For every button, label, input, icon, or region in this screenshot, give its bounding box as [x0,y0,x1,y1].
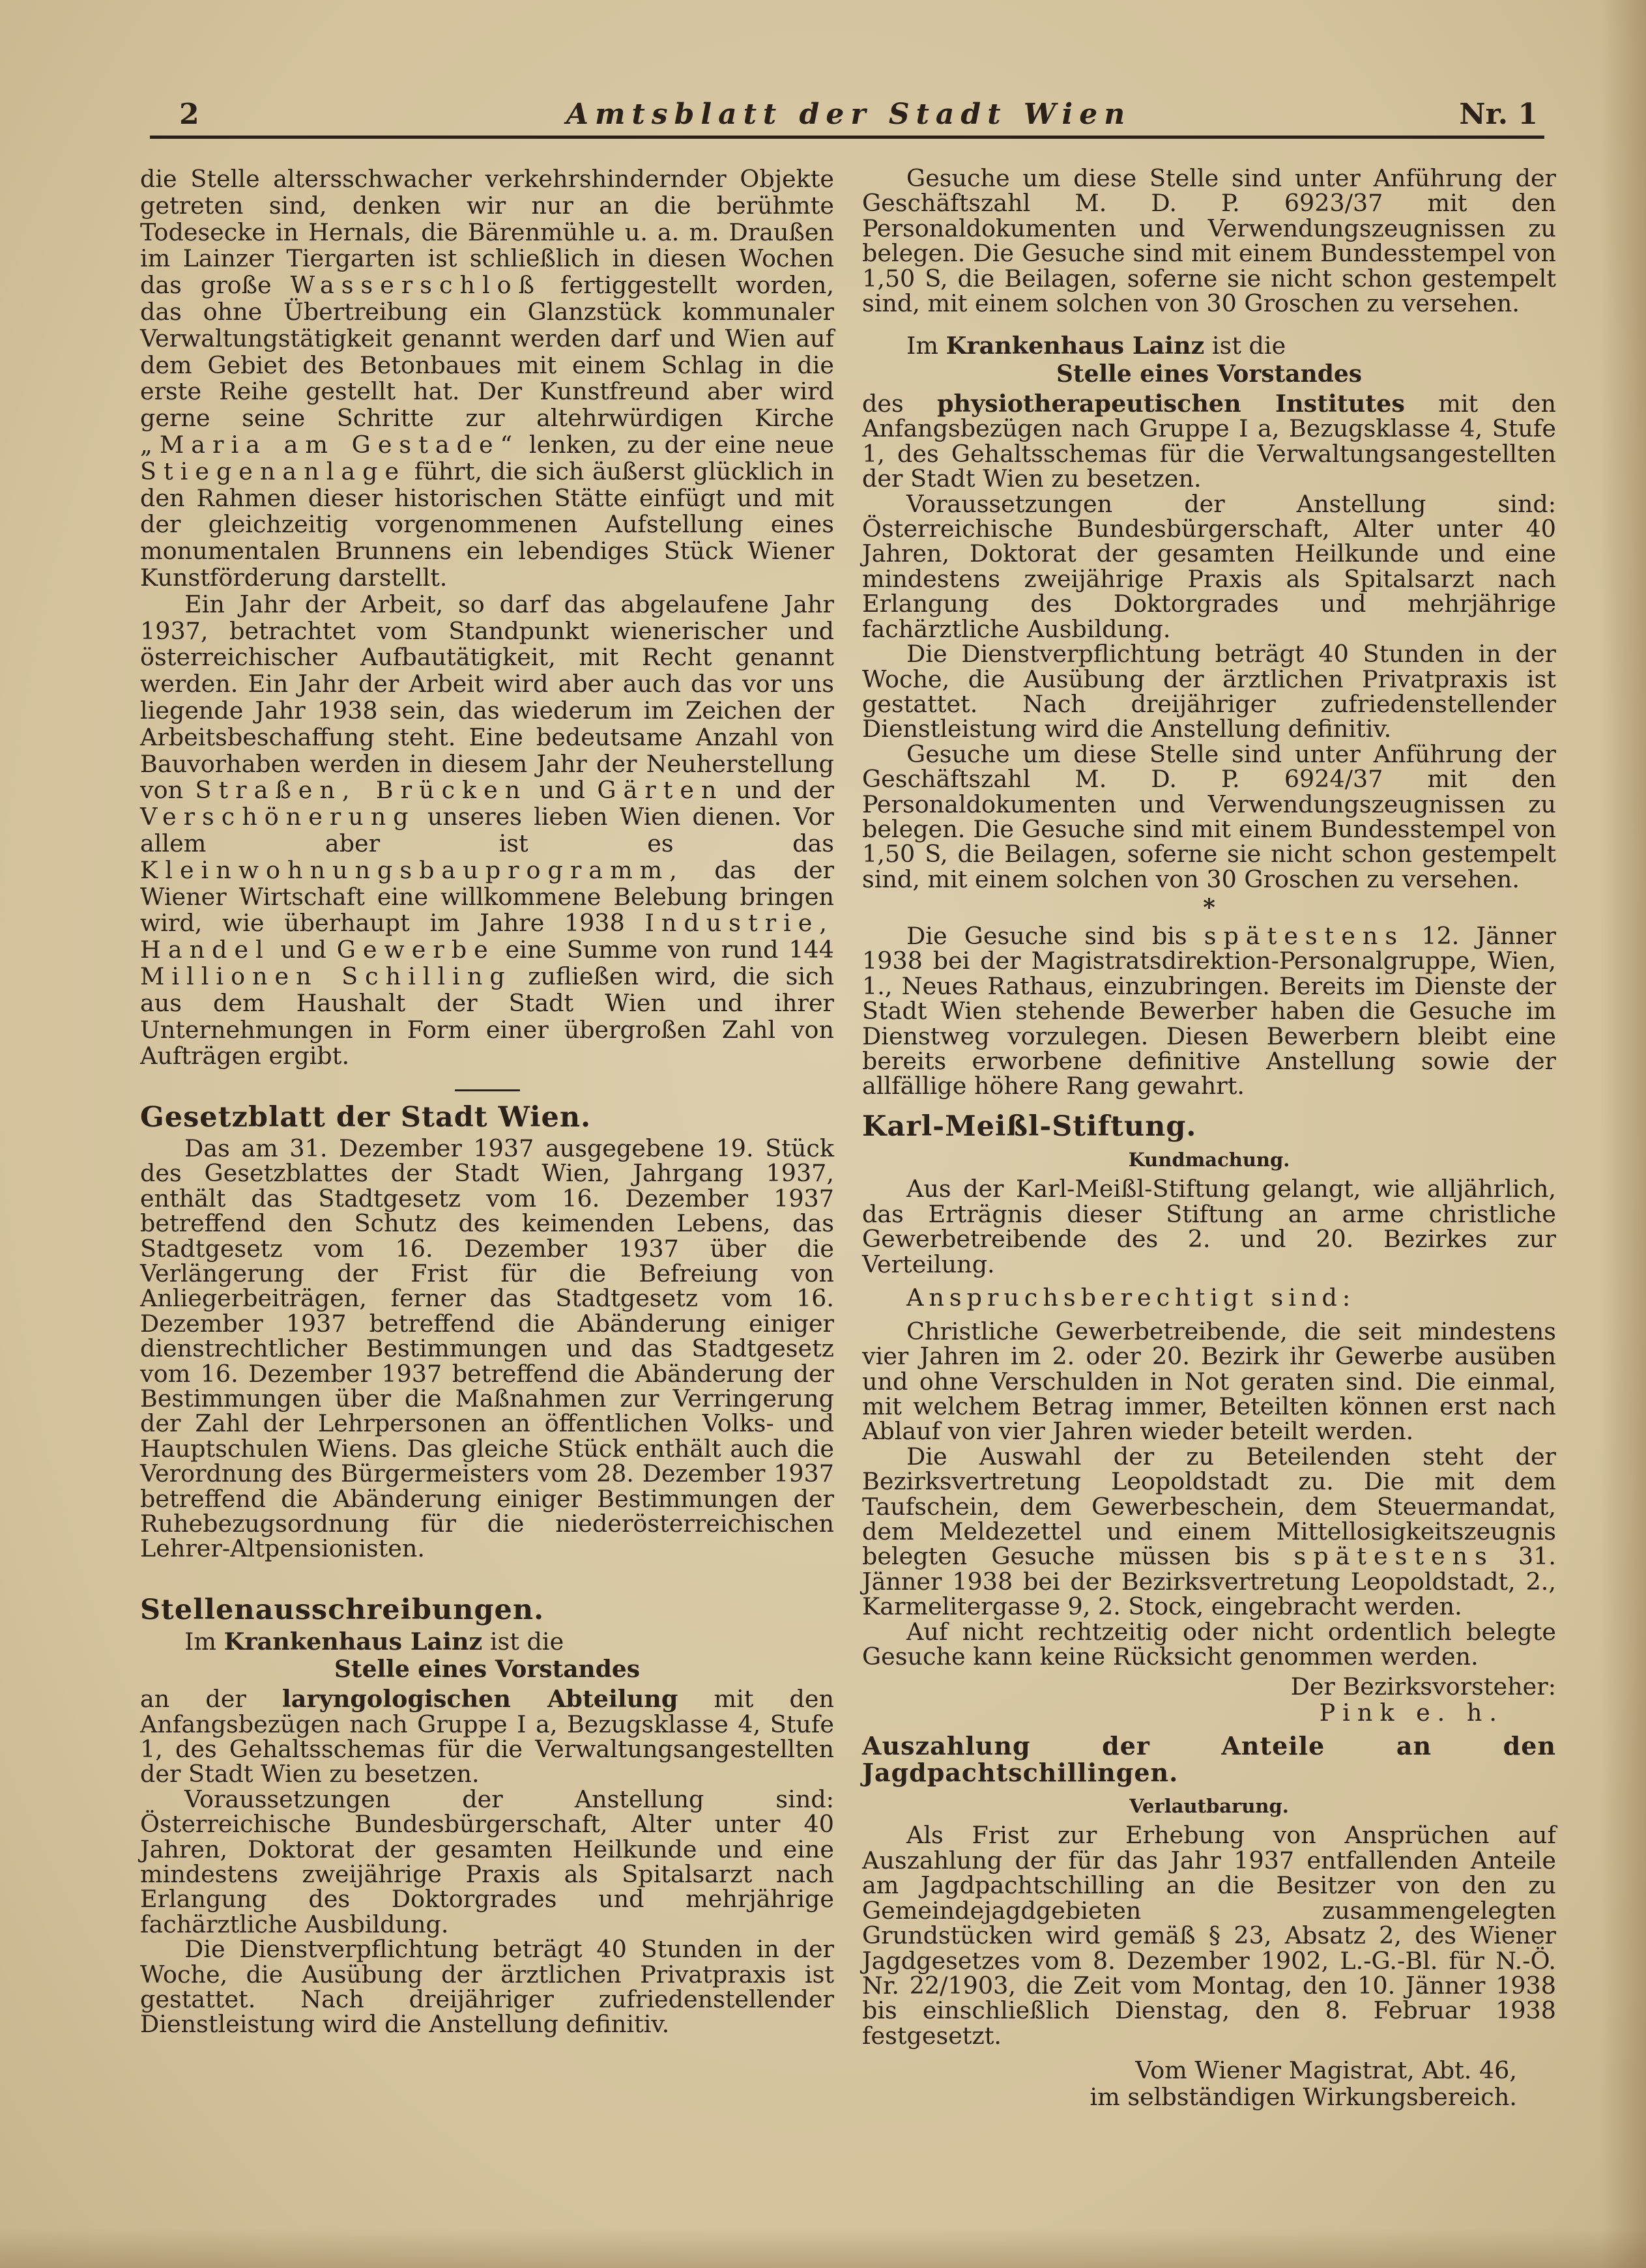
page-bottom-shadow [0,2229,1646,2268]
job-intro: Im Krankenhaus Lainz ist die [184,1627,564,1656]
page-edge-shadow [1600,0,1646,2268]
jagd-signature-2: im selbständigen Wirkungsbereich. [1090,2082,1517,2111]
page-number: 2 [179,98,199,131]
header-rule [150,136,1544,139]
right-column [862,166,1556,2111]
job-paragraph: Gesuche um diese Stelle sind unter Anführung der Geschäftszahl M. D. P. 6923/37 mit den Personaldokumenten und Verwendungszeugnissen zu belegen. Die Gesuche sind mit einem Bundesstempel von 1,50 S, die Beilagen, soferne sie nicht schon gestempelt sind, mit einem solchen von 30 Groschen zu versehen. [862,164,1556,318]
deadline-paragraph: Die Gesuche sind bis spätestens 12. Jänner 1938 bei der Magistratsdirektion-Personalgruppe, Wien, 1., Neues Rathaus, einzubringen. Bereits im Dienste der Stadt Wien stehende Bewerber haben die Gesuche im Dienstweg vorzulegen. Diesen Bewerbern bleibt eine bereits erworbene definitive Anstellung sowie der allfällige höhere Rang gewahrt. [862,921,1557,1100]
article-paragraph: die Stelle altersschwacher verkehrshindernder Objekte getreten sind, denken wir nur an die berühmte Todesecke in Hernals, die Bärenmühle u. a. m. Draußen im Lainzer Tiergarten ist schließlich in diesen Wochen das große Wasserschloß fertiggestellt worden, das ohne Übertreibung ein Glanzstück kommunaler Verwaltungstätigkeit genannt werden darf und Wien auf dem Gebiet des Betonbaues mit einem Schlag in die erste Reihe gestellt hat. Der Kunstfreund aber wird gerne seine Schritte zur altehrwürdigen Kirche „Maria am Gestade“ lenken, zu der eine neue Stiegenanlage führt, die sich äußerst glücklich in den Rahmen dieser historischen Stätte einfügt und mit der gleichzeitig vorgenommenen Aufstellung eines monumentalen Brunnens ein lebendiges Stück Wiener Kunstförderung darstellt. [140,165,834,592]
section-heading-gesetzblatt: Gesetzblatt der Stadt Wien. [140,1101,592,1134]
signature-title: Der Bezirksvorsteher: [1290,1672,1556,1701]
job-paragraph: an der laryngologischen Abteilung mit den Anfangsbezügen nach Gruppe I a, Bezugsklasse 4, Stufe 1, des Gehaltsschemas für die Verwaltungsangestellten der Stadt Wien zu besetzen. [140,1685,834,1788]
section-heading-meissl: Karl-Meißl-Stiftung. [862,1110,1197,1143]
gesetzblatt-text: Das am 31. Dezember 1937 ausgegebene 19. Stück des Gesetzblattes der Stadt Wien, Jahrgang 1937, enthält das Stadtgesetz vom 16. Dezember 1937 betreffend den Schutz des keimenden Lebens, das Stadtgesetz vom 16. Dezember 1937 über die Verlängerung der Frist für die Befreiung von Anliegerbeiträgen, ferner das Stadtgesetz vom 16. Dezember 1937 betreffend die Abänderung einiger dienstrechtlicher Bestimmungen und das Stadtgesetz vom 16. Dezember 1937 betreffend die Abänderung der Bestimmungen über die Maßnahmen zur Verringerung der Zahl der Lehrpersonen an öffentlichen Volks- und Hauptschulen Wiens. Das gleiche Stück enthält auch die Verordnung des Bürgermeisters vom 28. Dezember 1937 betreffend die Abänderung einiger Bestimmungen der Ruhebezugsordnung für die niederösterreichischen Lehrer-Altpensionisten. [140,1134,834,1563]
signature-name: Pink e. h. [1319,1699,1504,1727]
meissl-paragraph: Aus der Karl-Meißl-Stiftung gelangt, wie alljährlich, das Erträgnis dieser Stiftung an arme christliche Gewerbetreibende des 2. und 20. Bezirkes zur Verteilung. [862,1175,1556,1278]
section-asterisk: * [1203,894,1215,922]
meissl-paragraph: Auf nicht rechtzeitig oder nicht ordentlich belegte Gesuche kann keine Rücksicht genommen werden. [862,1617,1556,1671]
job-subheading: Stelle eines Vorstandes [334,1656,641,1684]
meissl-paragraph: Die Auswahl der zu Beteilenden steht der Bezirksvertretung Leopoldstadt zu. Die mit dem Taufschein, dem Gewerbeschein, dem Steuermandat, dem Meldezettel und einem Mittellosigkeitszeugnis belegten Gesuche müssen bis spätestens 31. Jänner 1938 bei der Bezirksvertretung Leopoldstadt, 2., Karmelitergasse 9, 2. Stock, eingebracht werden. [862,1442,1556,1621]
article-paragraph: Ein Jahr der Arbeit, so darf das abgelaufene Jahr 1937, betrachtet vom Standpunkt wienerischer und österreichischer Aufbautätigkeit, mit Recht genannt werden. Ein Jahr der Arbeit wird aber auch das vor uns liegende Jahr 1938 sein, das wiederum im Zeichen der Arbeitsbeschaffung steht. Eine bedeutsame Anzahl von Bauvorhaben werden in diesem Jahr der Neuherstellung von Straßen, Brücken und Gärten und der Verschönerung unseres lieben Wien dienen. Vor allem aber ist es das Kleinwohnungsbauprogramm, das der Wiener Wirtschaft eine willkommene Belebung bringen wird, wie überhaupt im Jahre 1938 Industrie, Handel und Gewerbe eine Summe von rund 144 Millionen Schilling zufließen wird, die sich aus dem Haushalt der Stadt Wien und ihrer Unternehmungen in Form einer übergroßen Zahl von Aufträgen ergibt. [140,590,835,1070]
page-header [153,98,1544,137]
job-paragraph: Die Dienstverpflichtung beträgt 40 Stunden in der Woche, die Ausübung der ärztlichen Privatpraxis ist gestattet. Nach dreijähriger zufriedenstellender Dienstleistung wird die Anstellung definitiv. [862,640,1556,743]
left-column [140,166,834,2037]
job-intro: Im Krankenhaus Lainz ist die [906,332,1286,360]
anspruch-label: Anspruchsberechtigt sind: [906,1284,1356,1312]
job-paragraph: des physiotherapeutischen Institutes mit den Anfangsbezügen nach Gruppe I a, Bezugsklasse 4, Stufe 1, des Gehaltsschemas für die Verwaltungsangestellten der Stadt Wien zu besetzen. [862,390,1556,493]
section-divider [455,1089,520,1091]
jagd-paragraph: Als Frist zur Erhebung von Ansprüchen auf Auszahlung der für das Jahr 1937 entfallenden Anteile am Jagdpachtschilling an die Besitzer von den zu Gemeindejagdgebieten zusammengelegten Grundstücken wird gemäß § 23, Absatz 2, des Wiener Jagdgesetzes vom 8. Dezember 1902, L.-G.-Bl. für N.-Ö. Nr. 22/1903, die Zeit vom Montag, den 10. Jänner 1938 bis einschließlich Dienstag, den 8. Februar 1938 festgesetzt. [862,1821,1556,2050]
masthead-title: Amtsblatt der Stadt Wien [566,98,1132,131]
job-paragraph: Voraussetzungen der Anstellung sind: Österreichische Bundesbürgerschaft, Alter unter 40 Jahren, Doktorat der gesamten Heilkunde und eine mindestens zweijährige Praxis als Spitalsarzt nach Erlangung des Doktorgrades und mehrjährige fachärztliche Ausbildung. [140,1785,834,1938]
issue-number: Nr. 1 [1459,98,1538,131]
verlautbarung-label: Verlautbarung. [1129,1794,1289,1817]
job-subheading: Stelle eines Vorstandes [1056,360,1363,388]
meissl-paragraph: Christliche Gewerbetreibende, die seit mindestens vier Jahren im 2. oder 20. Bezirk ihr Gewerbe ausüben und ohne Verschulden in Not geraten sind. Die einmal, mit welchem Betrag immer, Beteilten können erst nach Ablauf von vier Jahren wieder beteilt werden. [862,1317,1556,1446]
kundmachung-label: Kundmachung. [1128,1148,1290,1171]
section-heading-stellenausschreibungen: Stellenausschreibungen. [140,1593,545,1626]
jagd-signature-1: Vom Wiener Magistrat, Abt. 46, [1135,2056,1517,2085]
job-paragraph: Voraussetzungen der Anstellung sind: Österreichische Bundesbürgerschaft, Alter unter 40 Jahren, Doktorat der gesamten Heilkunde und eine mindestens zweijährige Praxis als Spitalsarzt nach Erlangung des Doktorgrades und mehrjährige fachärztliche Ausbildung. [862,489,1556,643]
section-heading-jagd: Auszahlung der Anteile an den Jagdpachtschillingen. [862,1731,1556,1787]
job-paragraph: Gesuche um diese Stelle sind unter Anführung der Geschäftszahl M. D. P. 6924/37 mit den Personaldokumenten und Verwendungszeugnissen zu belegen. Die Gesuche sind mit einem Bundesstempel von 1,50 S, die Beilagen, soferne sie nicht schon gestempelt sind, mit einem solchen von 30 Groschen zu versehen. [862,739,1556,893]
job-paragraph: Die Dienstverpflichtung beträgt 40 Stunden in der Woche, die Ausübung der ärztlichen Privatpraxis ist gestattet. Nach dreijähriger zufriedenstellender Dienstleistung wird die Anstellung definitiv. [140,1935,834,2039]
